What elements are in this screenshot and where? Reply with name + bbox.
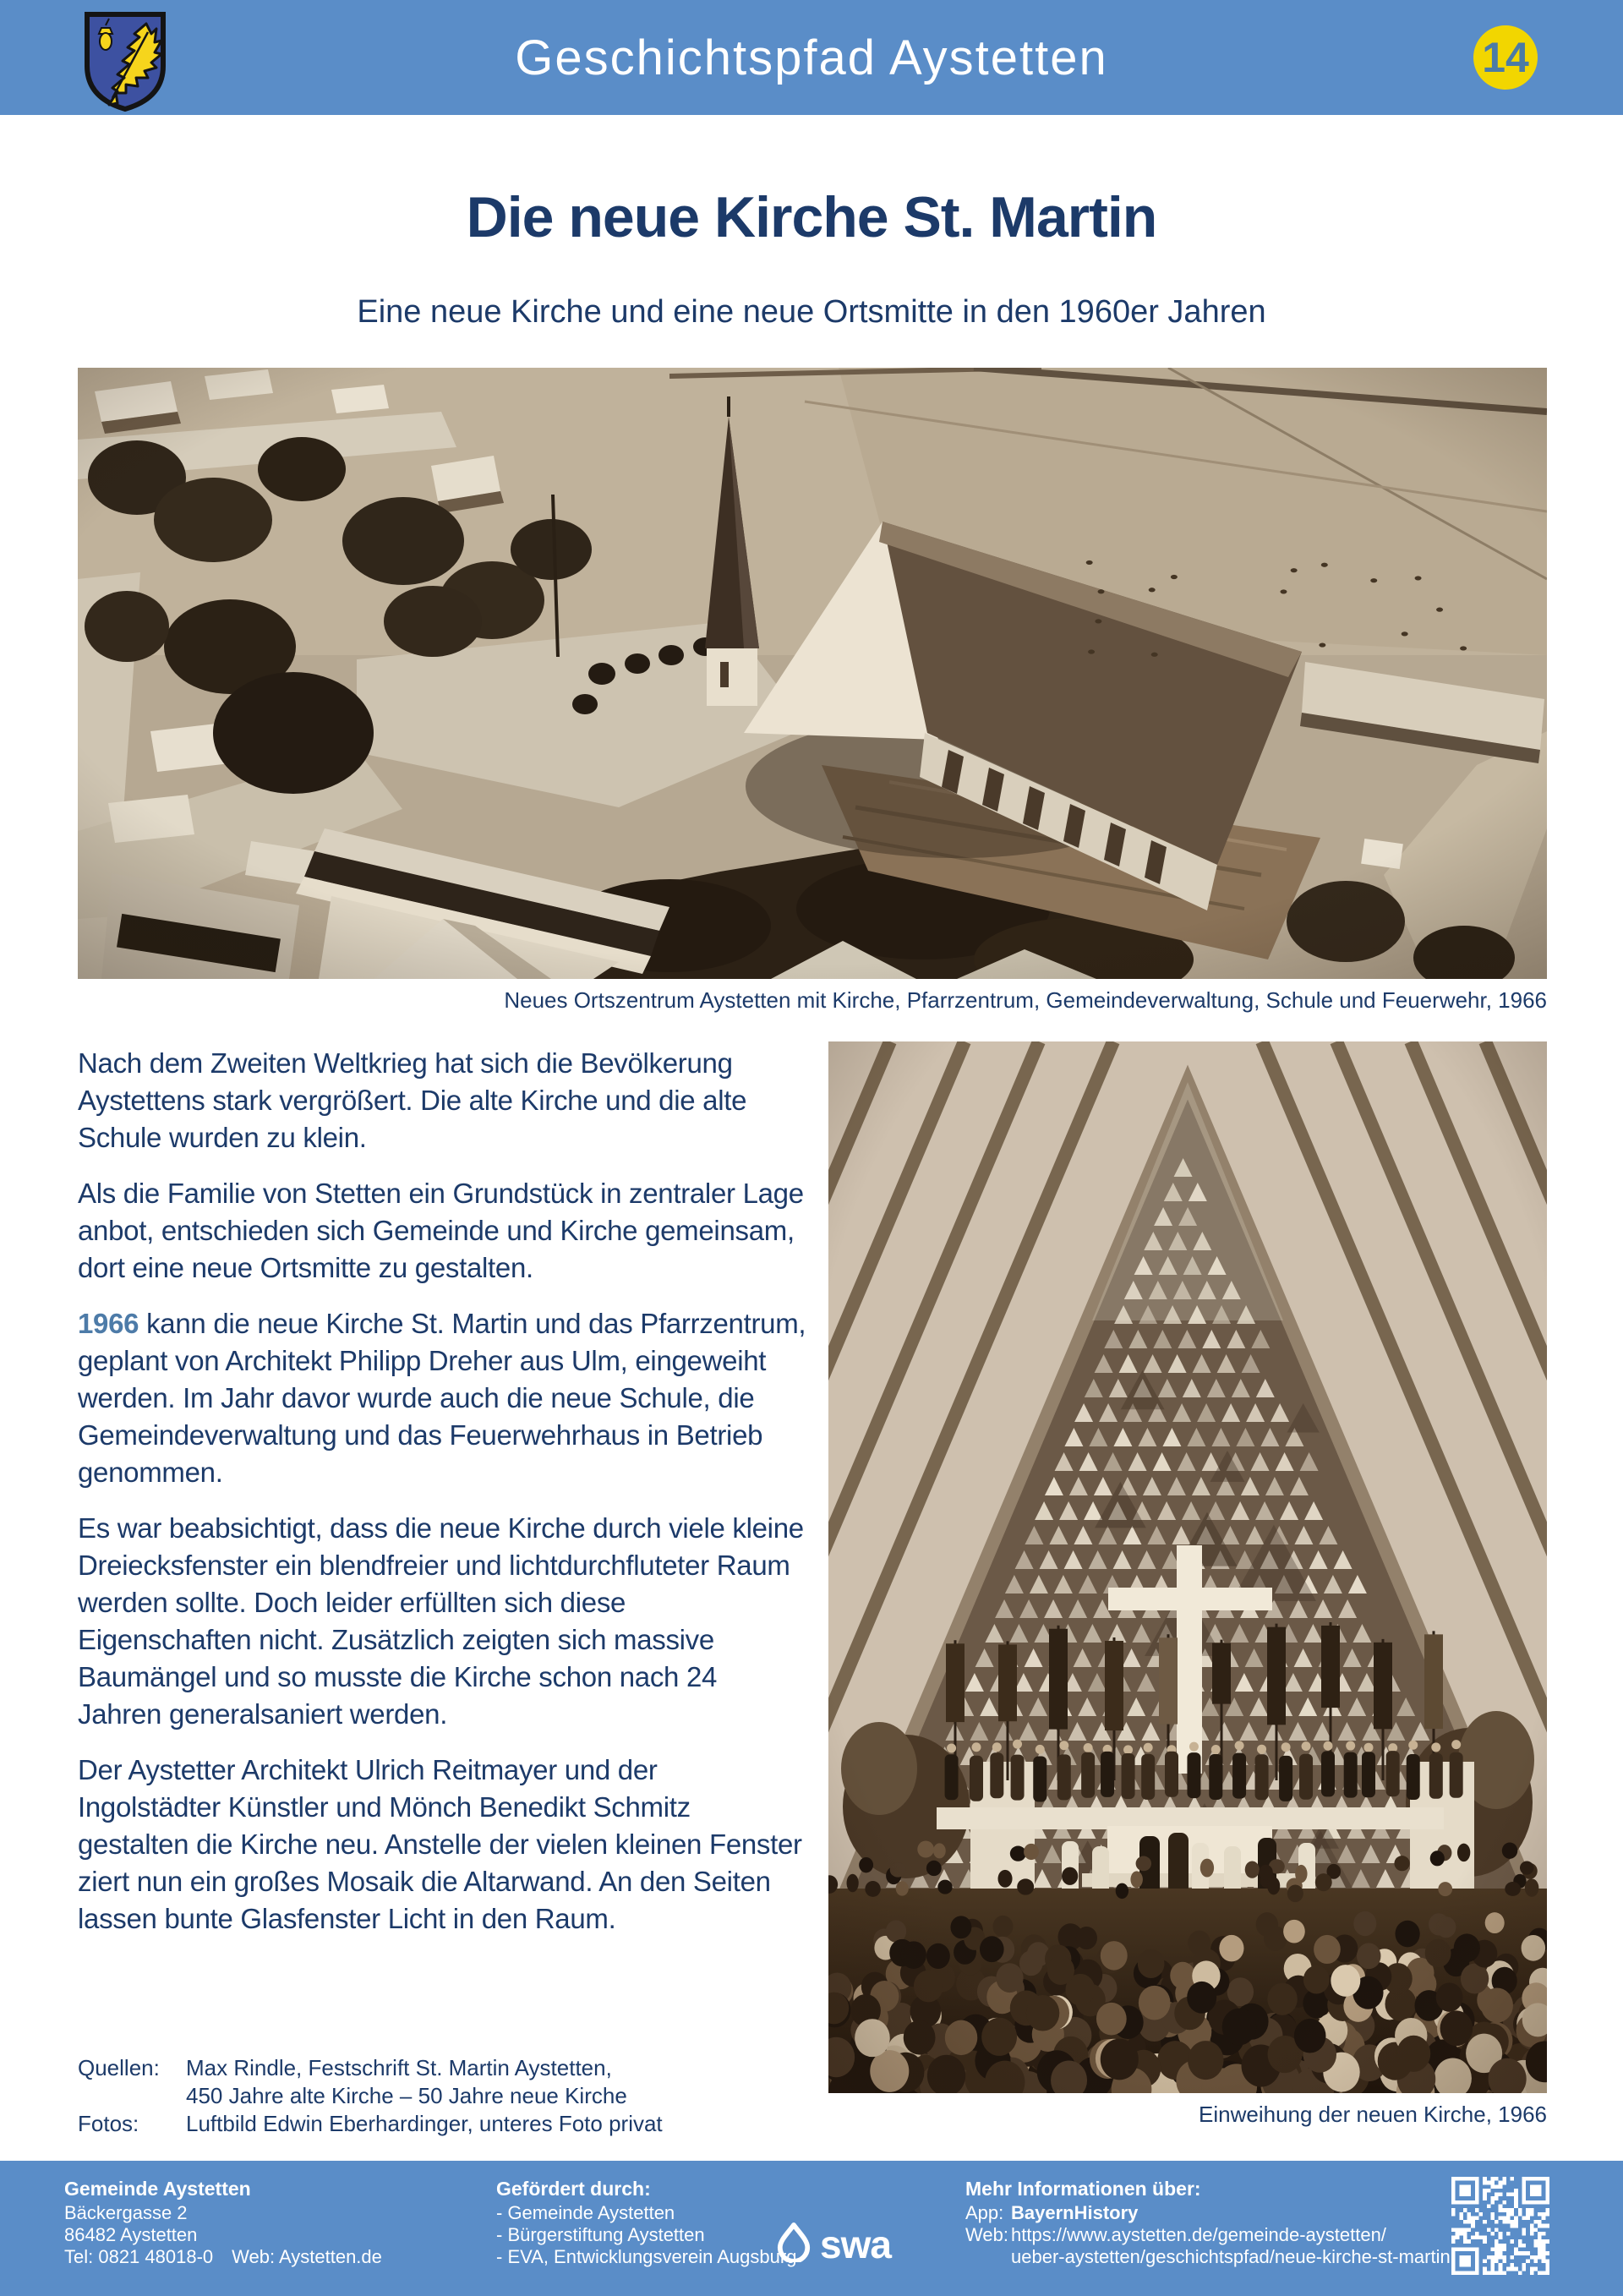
funding-heading: Gefördert durch:: [496, 2178, 651, 2200]
info-heading: Mehr Informationen über:: [965, 2178, 1201, 2200]
header-title: Geschichtspfad Aystetten: [515, 30, 1108, 85]
app-value: BayernHistory: [1011, 2202, 1139, 2223]
water-drop-icon: [776, 2222, 812, 2262]
photos-value: Luftbild Edwin Eberhardinger, unteres Foto privat: [186, 2111, 663, 2136]
aerial-photo: [78, 368, 1547, 979]
aerial-photo-caption: Neues Ortszentrum Aystetten mit Kirche, Pfarrzentrum, Gemeindeverwaltung, Schule und Feuerwehr, 1966: [504, 987, 1547, 1013]
article-text: [78, 1045, 806, 1956]
photos-label: Fotos:: [78, 2111, 139, 2136]
info-app-row: [965, 2202, 1451, 2224]
paragraph: Als die Familie von Stetten ein Grundstück in zentraler Lage anbot, entschieden sich Gemeinde und Kirche gemeinsam, dort eine neue Ortsmitte zu gestalten.: [78, 1178, 804, 1283]
municipality-street: Bäckergasse 2: [64, 2202, 188, 2223]
municipality-name: Gemeinde Aystetten: [64, 2178, 251, 2200]
footer-funding: [496, 2178, 796, 2268]
sources-block: [78, 2054, 663, 2138]
sources-value: 450 Jahre alte Kirche – 50 Jahre neue Kirche: [186, 2083, 627, 2108]
year-highlight: 1966: [78, 1308, 139, 1339]
qr-code: [1451, 2177, 1549, 2275]
web-url-line1: https://www.aystetten.de/gemeinde-aystetten/: [1011, 2224, 1386, 2245]
swa-logo-text: swa: [820, 2222, 891, 2267]
app-label: App:: [965, 2202, 1004, 2223]
footer-band: [0, 2161, 1623, 2296]
footer-municipality: [64, 2178, 382, 2268]
interior-photo: [828, 1041, 1547, 2093]
header-band: [0, 0, 1623, 115]
paragraph: 1966 kann die neue Kirche St. Martin und das Pfarrzentrum, geplant von Architekt Philipp Dreher aus Ulm, eingeweiht werden. Im Jahr davor wurde auch die neue Schule, die Gemeindeverwaltung und das Feuerwehrhaus in Betrieb genommen.: [78, 1308, 806, 1488]
footer-info: [965, 2178, 1451, 2268]
page-subtitle: Eine neue Kirche und eine neue Ortsmitte in den 1960er Jahren: [357, 294, 1266, 330]
swa-logo: [776, 2222, 891, 2267]
station-number-badge: 14: [1473, 25, 1538, 90]
web-label: Web:: [965, 2224, 1008, 2245]
coat-of-arms-icon: [80, 10, 170, 113]
funding-item: - EVA, Entwicklungsverein Augsburg: [496, 2246, 797, 2267]
municipality-city: 86482 Aystetten: [64, 2224, 198, 2245]
interior-photo-caption: Einweihung der neuen Kirche, 1966: [1199, 2102, 1547, 2127]
sources-value: Max Rindle, Festschrift St. Martin Aystetten,: [186, 2055, 612, 2080]
web-url-line2: ueber-aystetten/geschichtspfad/neue-kirche-st-martin: [1011, 2246, 1451, 2267]
info-web-row: [965, 2224, 1451, 2246]
paragraph: Der Aystetter Architekt Ulrich Reitmayer und der Ingolstädter Künstler und Mönch Benedikt Schmitz gestalten die Kirche neu. Anstelle der vielen kleinen Fenster ziert nun ein großes Mosaik die Altarwand. An den Seiten lassen bunte Glasfenster Licht in den Raum.: [78, 1754, 802, 1934]
municipality-contact: [64, 2246, 382, 2268]
page-title: Die neue Kirche St. Martin: [466, 185, 1157, 249]
sources-label: Quellen:: [78, 2055, 160, 2080]
municipality-tel: Tel: 0821 48018-0: [64, 2246, 214, 2267]
funding-item: - Bürgerstiftung Aystetten: [496, 2224, 705, 2245]
paragraph: Nach dem Zweiten Weltkrieg hat sich die Bevölkerung Aystettens stark vergrößert. Die alte Kirche und die alte Schule wurden zu klein.: [78, 1047, 747, 1153]
funding-item: - Gemeinde Aystetten: [496, 2202, 675, 2223]
paragraph: Es war beabsichtigt, dass die neue Kirche durch viele kleine Dreiecksfenster ein blendfreier und lichtdurchfluteter Raum werden sollte. Doch leider erfüllten sich diese Eigenschaften nicht. Zusätzlich zeigten sich massive Baumängel und so musste die Kirche schon nach 24 Jahren generalsaniert werden.: [78, 1512, 804, 1730]
municipality-web: Web: Aystetten.de: [232, 2246, 382, 2267]
